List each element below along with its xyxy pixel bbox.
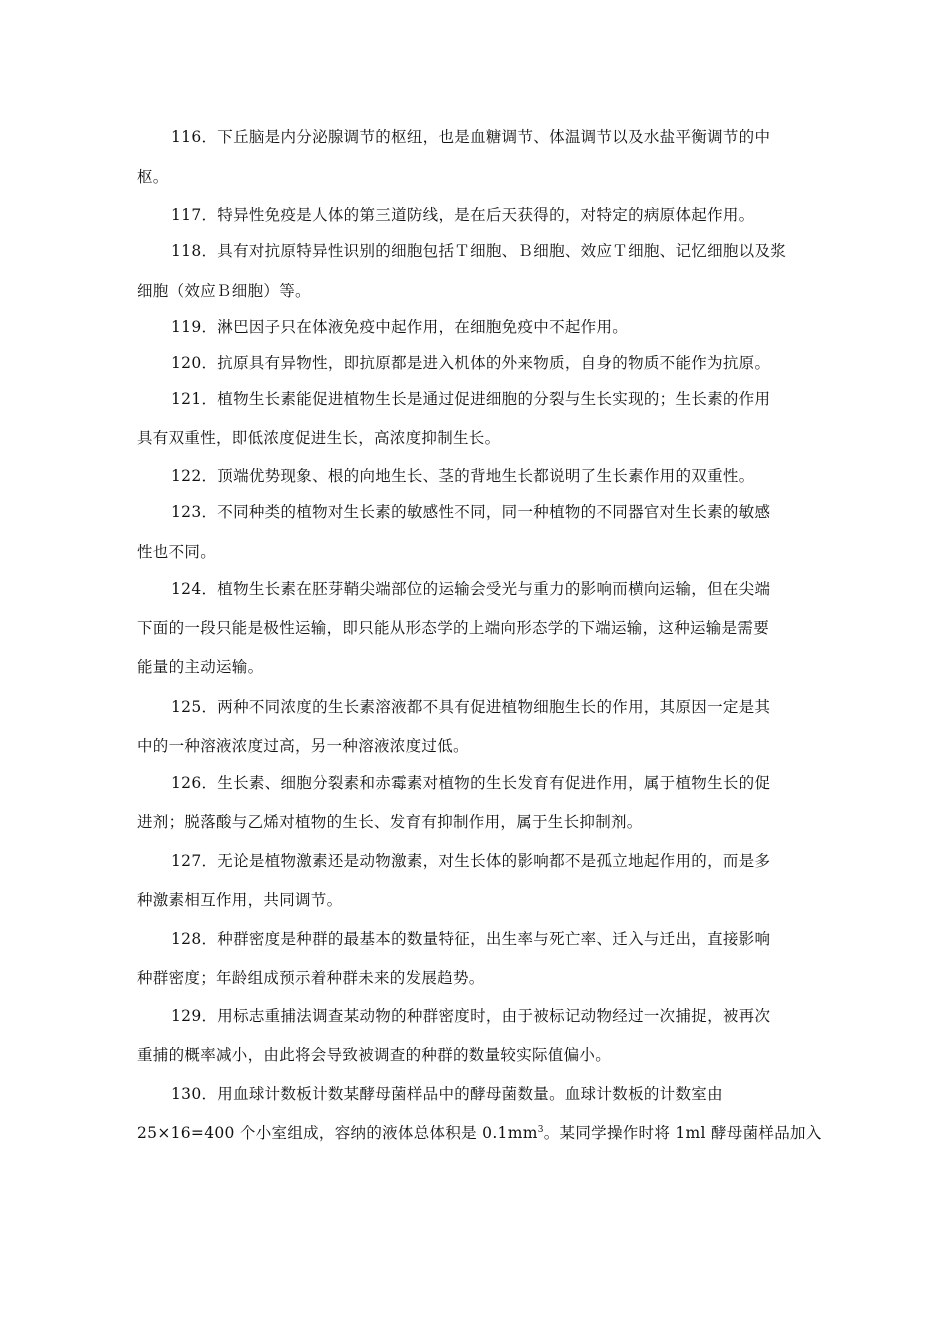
paragraph-126-line-1: 126．生长素、细胞分裂素和赤霉素对植物的生长发育有促进作用，属于植物生长的促 — [171, 774, 771, 792]
paragraph-123-line-1: 123．不同种类的植物对生长素的敏感性不同，同一种植物的不同器官对生长素的敏感 — [171, 503, 771, 521]
paragraph-125-line-2: 中的一种溶液浓度过高，另一种溶液浓度过低。 — [137, 737, 469, 755]
paragraph-117-line-1: 117．特异性免疫是人体的第三道防线，是在后天获得的，对特定的病原体起作用。 — [171, 206, 755, 224]
paragraph-130-line-2-text-a: 25×16=400 个小室组成，容纳的液体总体积是 0.1mm — [137, 1124, 538, 1142]
paragraph-124-line-3: 能量的主动运输。 — [137, 658, 264, 676]
paragraph-116-line-1: 116．下丘脑是内分泌腺调节的枢纽，也是血糖调节、体温调节以及水盐平衡调节的中 — [171, 128, 771, 146]
paragraph-116-line-2: 枢。 — [137, 168, 169, 186]
paragraph-125-line-1: 125．两种不同浓度的生长素溶液都不具有促进植物细胞生长的作用，其原因一定是其 — [171, 698, 771, 716]
paragraph-122-line-1: 122．顶端优势现象、根的向地生长、茎的背地生长都说明了生长素作用的双重性。 — [171, 467, 755, 485]
paragraph-127-line-1: 127．无论是植物激素还是动物激素，对生长体的影响都不是孤立地起作用的，而是多 — [171, 852, 771, 870]
paragraph-128-line-2: 种群密度；年龄组成预示着种群未来的发展趋势。 — [137, 969, 485, 987]
paragraph-130-line-2-text-b: 。某同学操作时将 1ml 酵母菌样品加入 — [543, 1124, 822, 1142]
paragraph-118-line-1: 118．具有对抗原特异性识别的细胞包括Ｔ细胞、Ｂ细胞、效应Ｔ细胞、记忆细胞以及浆 — [171, 242, 787, 260]
paragraph-129-line-2: 重捕的概率减小，由此将会导致被调查的种群的数量较实际值偏小。 — [137, 1046, 612, 1064]
paragraph-118-line-2: 细胞（效应Ｂ细胞）等。 — [137, 282, 311, 300]
superscript-3: 3 — [537, 1124, 544, 1135]
paragraph-126-line-2: 进剂；脱落酸与乙烯对植物的生长、发育有抑制作用，属于生长抑制剂。 — [137, 813, 643, 831]
paragraph-121-line-1: 121．植物生长素能促进植物生长是通过促进细胞的分裂与生长实现的；生长素的作用 — [171, 390, 771, 408]
paragraph-121-line-2: 具有双重性，即低浓度促进生长，高浓度抑制生长。 — [137, 429, 501, 447]
paragraph-120-line-1: 120．抗原具有异物性，即抗原都是进入机体的外来物质，自身的物质不能作为抗原。 — [171, 354, 771, 372]
paragraph-127-line-2: 种激素相互作用，共同调节。 — [137, 891, 343, 909]
paragraph-123-line-2: 性也不同。 — [137, 543, 217, 561]
paragraph-130-line-2 — [137, 1123, 822, 1143]
paragraph-129-line-1: 129．用标志重捕法调查某动物的种群密度时，由于被标记动物经过一次捕捉，被再次 — [171, 1007, 771, 1025]
paragraph-128-line-1: 128．种群密度是种群的最基本的数量特征，出生率与死亡率、迁入与迁出，直接影响 — [171, 930, 771, 948]
paragraph-119-line-1: 119．淋巴因子只在体液免疫中起作用，在细胞免疫中不起作用。 — [171, 318, 629, 336]
paragraph-124-line-1: 124．植物生长素在胚芽鞘尖端部位的运输会受光与重力的影响而横向运输，但在尖端 — [171, 580, 771, 598]
paragraph-124-line-2: 下面的一段只能是极性运输，即只能从形态学的上端向形态学的下端运输，这种运输是需要 — [137, 619, 770, 637]
paragraph-130-line-1: 130．用血球计数板计数某酵母菌样品中的酵母菌数量。血球计数板的计数室由 — [171, 1085, 723, 1103]
